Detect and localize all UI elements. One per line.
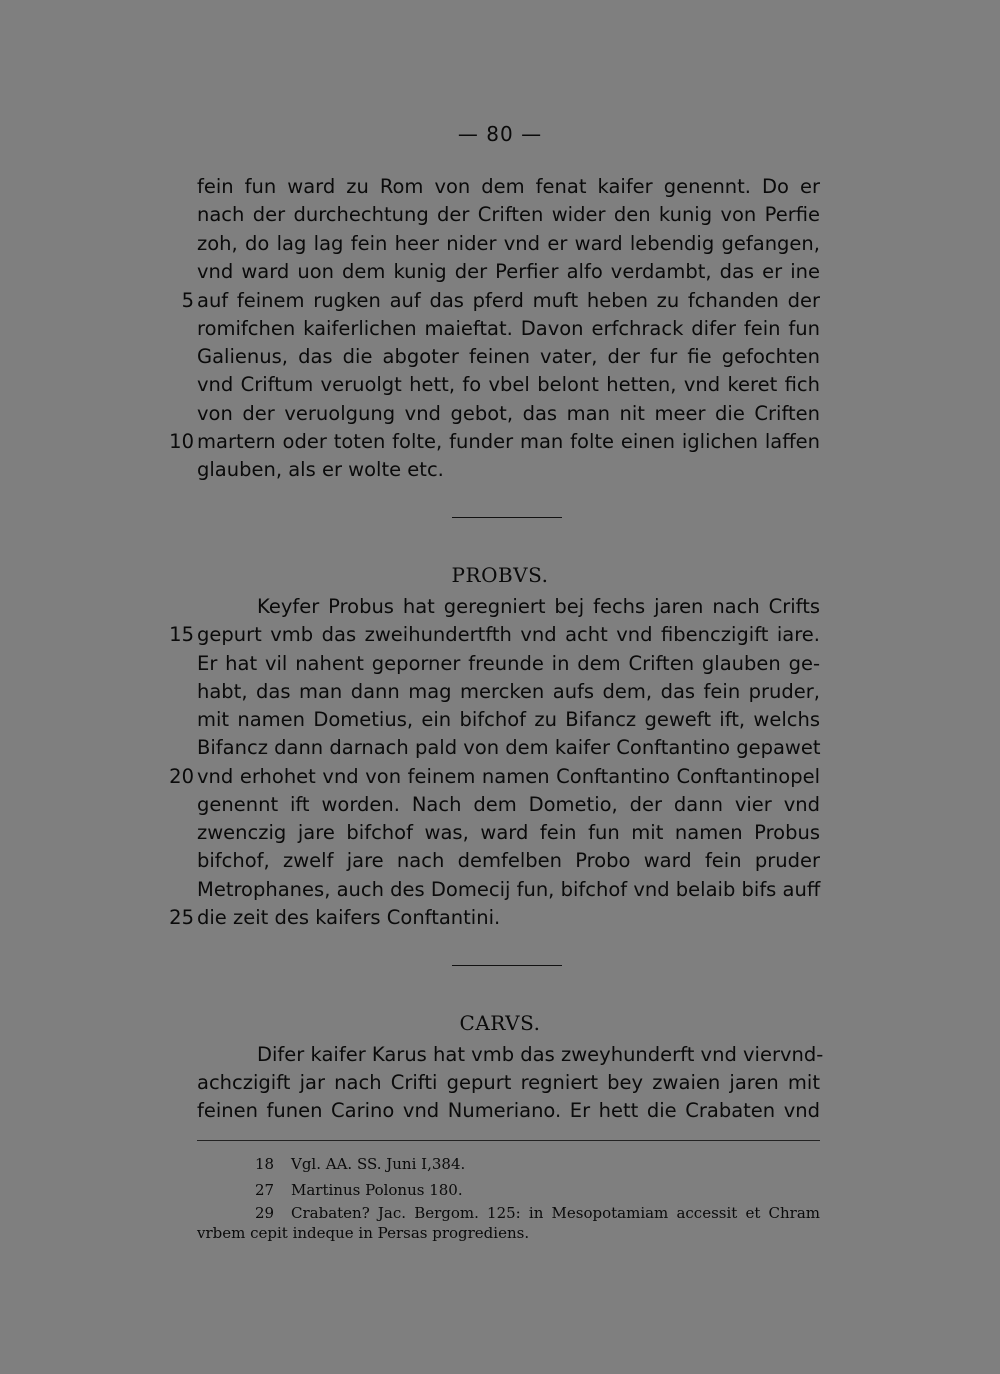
text-line: Er hat vil nahent geporner freunde in dem Criften glauben ge-: [197, 652, 820, 675]
text-line: habt, das man dann mag mercken aufs dem, das fein pruder,: [197, 680, 820, 703]
text-line: feinen funen Carino vnd Numeriano. Er hett die Crabaten vnd: [197, 1099, 820, 1122]
footnote-text: Vgl. AA. SS. Juni I,384.: [291, 1155, 466, 1173]
text-line: romifchen kaiferlichen maieftat. Davon erfchrack difer fein fun: [197, 317, 820, 340]
text-line: die zeit des kaifers Conftantini.: [197, 906, 501, 929]
line-number: 5: [181, 289, 194, 312]
footnote-continuation: vrbem cepit indeque in Persas progrediens.: [197, 1224, 530, 1242]
footnote: [255, 1180, 463, 1201]
line-number: 20: [169, 765, 194, 788]
text-line: achczigift jar nach Crifti gepurt regniert bey zwaien jaren mit: [197, 1071, 820, 1094]
text-line: martern oder toten folte, funder man folte einen iglichen laffen: [197, 430, 820, 453]
footnote: [255, 1154, 465, 1175]
text-line: Bifancz dann darnach pald von dem kaifer Conftantino gepawet: [197, 736, 821, 759]
text-line: Galienus, das die abgoter feinen vater, der fur fie gefochten: [197, 345, 820, 368]
section-separator: [452, 965, 562, 966]
text-line: zoh, do lag lag fein heer nider vnd er ward lebendig gefangen,: [197, 232, 820, 255]
line-number: 25: [169, 906, 194, 929]
footnote-text: Martinus Polonus 180.: [291, 1181, 463, 1199]
section-heading-probus: PROBVS.: [451, 563, 549, 587]
footnote-number: 29: [255, 1204, 275, 1222]
line-number: 10: [169, 430, 194, 453]
text-line: fein fun ward zu Rom von dem fenat kaifer genennt. Do er: [197, 175, 820, 198]
footnote-number: 18: [255, 1155, 275, 1173]
text-line: vnd erhohet vnd von feinem namen Conftantino Conftantinopel: [197, 765, 820, 788]
footnote: [255, 1203, 820, 1224]
text-line: bifchof, zwelf jare nach demfelben Probo ward fein pruder: [197, 849, 820, 872]
text-line: gepurt vmb das zweihundertfth vnd acht vnd fibenczigift iare.: [197, 623, 820, 646]
section-heading-carus: CARVS.: [459, 1011, 541, 1035]
text-line: vnd ward uon dem kunig der Perfier alfo verdambt, das er ine: [197, 260, 820, 283]
text-line: Metrophanes, auch des Domecij fun, bifchof vnd belaib bifs auff: [197, 878, 821, 901]
text-line: mit namen Dometius, ein bifchof zu Bifancz geweft ift, welchs: [197, 708, 820, 731]
text-line: vnd Criftum veruolgt hett, fo vbel belont hetten, vnd keret fich: [197, 373, 820, 396]
page-number: — 80 —: [457, 122, 543, 146]
text-line: zwenczig jare bifchof was, ward fein fun mit namen Probus: [197, 821, 820, 844]
text-line: nach der durchechtung der Criften wider den kunig von Perfie: [197, 203, 820, 226]
footnote-rule: [197, 1140, 820, 1141]
text-line: von der veruolgung vnd gebot, das man nit meer die Criften: [197, 402, 820, 425]
text-line: glauben, als er wolte etc.: [197, 458, 444, 481]
text-line: Difer kaifer Karus hat vmb das zweyhunderft vnd viervnd-: [257, 1043, 824, 1066]
footnote-text: Crabaten? Jac. Bergom. 125: in Mesopotamiam accessit et Chram: [291, 1204, 820, 1222]
text-line: genennt ift worden. Nach dem Dometio, der dann vier vnd: [197, 793, 820, 816]
footnote-number: 27: [255, 1181, 275, 1199]
line-number: 15: [169, 623, 194, 646]
section-separator: [452, 517, 562, 518]
text-line: Keyfer Probus hat geregniert bej fechs jaren nach Crifts: [257, 595, 820, 618]
text-line: auf feinem rugken auf das pferd muft heben zu fchanden der: [197, 289, 820, 312]
